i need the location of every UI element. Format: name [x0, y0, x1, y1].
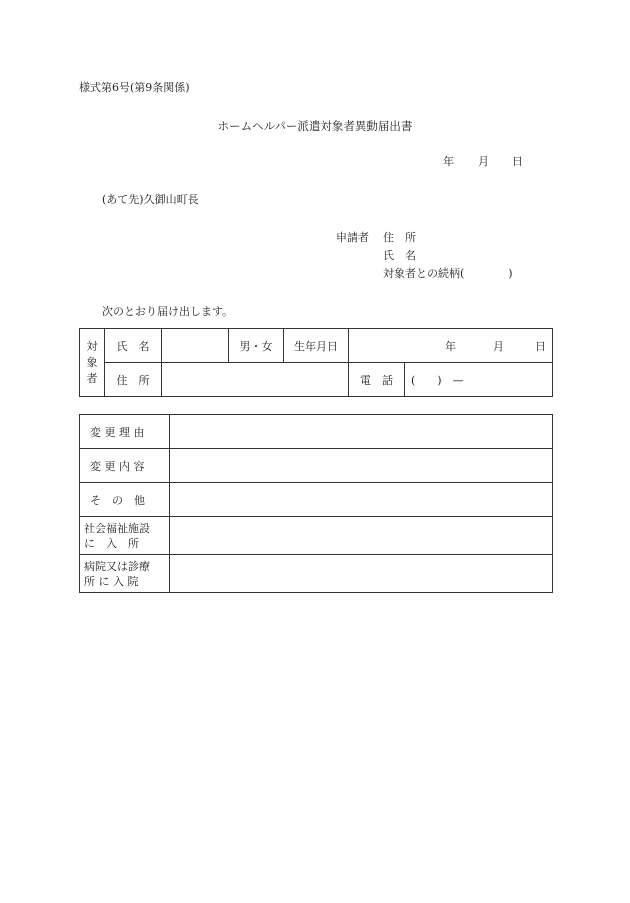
subject-name-label: 氏 名 — [105, 329, 162, 363]
facility-admission-label: 社会福祉施設 に 入 所 — [80, 517, 170, 555]
applicant-label: 申請者 — [336, 231, 369, 244]
table-row — [80, 449, 553, 483]
facility-admission-field[interactable] — [170, 517, 553, 555]
table-row — [80, 415, 553, 449]
subject-sex-label[interactable]: 男・女 — [229, 329, 284, 363]
birth-year: 年 — [445, 339, 456, 353]
applicant-address-label: 住 所 — [383, 231, 416, 244]
table-row — [80, 483, 553, 517]
table-row — [80, 555, 553, 593]
birth-month: 月 — [493, 339, 504, 353]
subject-address-field[interactable] — [162, 363, 349, 397]
subject-table — [79, 328, 553, 397]
other-field[interactable] — [170, 483, 553, 517]
hospital-admission-field[interactable] — [170, 555, 553, 593]
other-label: そ の 他 — [80, 483, 170, 517]
subject-name-field[interactable] — [162, 329, 229, 363]
intro-text: 次のとおり届け出します。 — [102, 305, 234, 318]
date-month: 月 — [478, 155, 489, 168]
change-reason-field[interactable] — [170, 415, 553, 449]
date-year: 年 — [443, 155, 454, 168]
subject-birth-field[interactable] — [349, 329, 553, 363]
hospital-admission-label: 病院又は診療 所 に 入 院 — [80, 555, 170, 593]
change-reason-label: 変 更 理 由 — [80, 415, 170, 449]
document-title: ホームヘルパー派遣対象者異動届出書 — [217, 119, 413, 133]
form-number: 様式第6号(第9条関係) — [79, 81, 190, 94]
change-table — [79, 414, 553, 593]
change-content-label: 変 更 内 容 — [80, 449, 170, 483]
applicant-relation-label: 対象者との続柄( ) — [383, 267, 513, 280]
subject-side-label: 対 象 者 — [80, 329, 105, 397]
birth-day: 日 — [535, 339, 546, 353]
subject-phone-label: 電 話 — [349, 363, 405, 397]
addressee: (あて先)久御山町長 — [102, 193, 199, 206]
change-content-field[interactable] — [170, 449, 553, 483]
subject-phone-field[interactable]: ( ) — — [405, 363, 553, 397]
subject-address-label: 住 所 — [105, 363, 162, 397]
applicant-name-label: 氏 名 — [383, 249, 416, 262]
subject-birth-label: 生年月日 — [284, 329, 349, 363]
table-row — [80, 517, 553, 555]
date-day: 日 — [512, 155, 523, 168]
